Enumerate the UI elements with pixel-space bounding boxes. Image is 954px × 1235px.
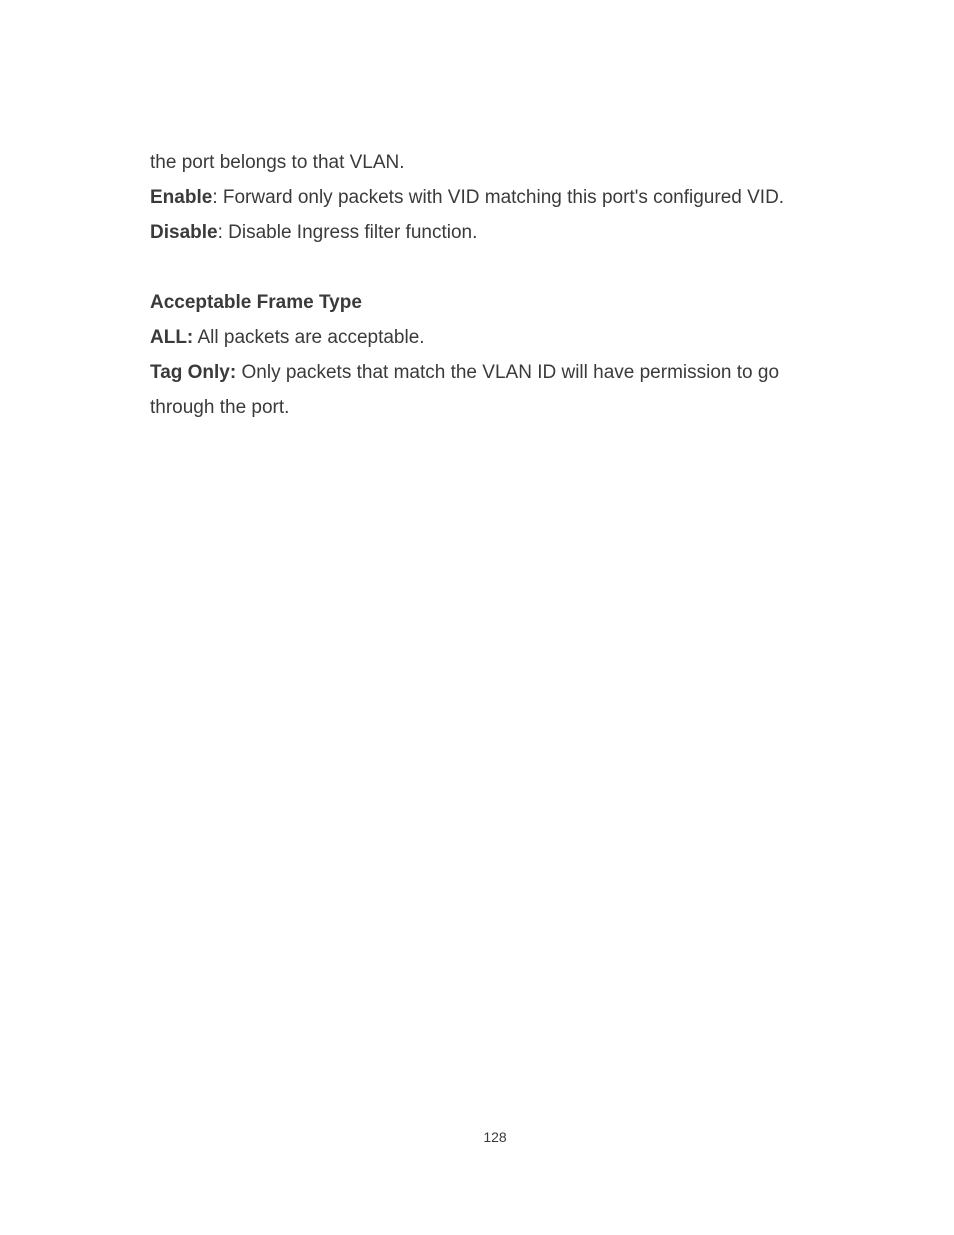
page-number: 128 — [483, 1129, 507, 1145]
tag-only-term: Tag Only: — [150, 362, 237, 383]
enable-term: Enable — [150, 187, 213, 208]
enable-definition — [150, 180, 840, 215]
intro-line: the port belongs to that VLAN. — [150, 152, 405, 173]
all-term: ALL: — [150, 327, 194, 348]
document-body — [150, 145, 840, 425]
tag-only-description: Only packets that match the VLAN ID will have permission to go — [236, 362, 780, 383]
tag-only-definition — [150, 355, 840, 390]
paragraph-spacer — [150, 250, 840, 285]
disable-description: : Disable Ingress filter function. — [217, 222, 478, 243]
acceptable-frame-type-heading: Acceptable Frame Type — [150, 292, 362, 313]
tag-only-continuation: through the port. — [150, 397, 290, 418]
disable-definition — [150, 215, 840, 250]
enable-description: : Forward only packets with VID matching this port's configured VID. — [212, 187, 785, 208]
disable-term: Disable — [150, 222, 218, 243]
all-definition — [150, 320, 840, 355]
all-description: All packets are acceptable. — [193, 327, 425, 348]
